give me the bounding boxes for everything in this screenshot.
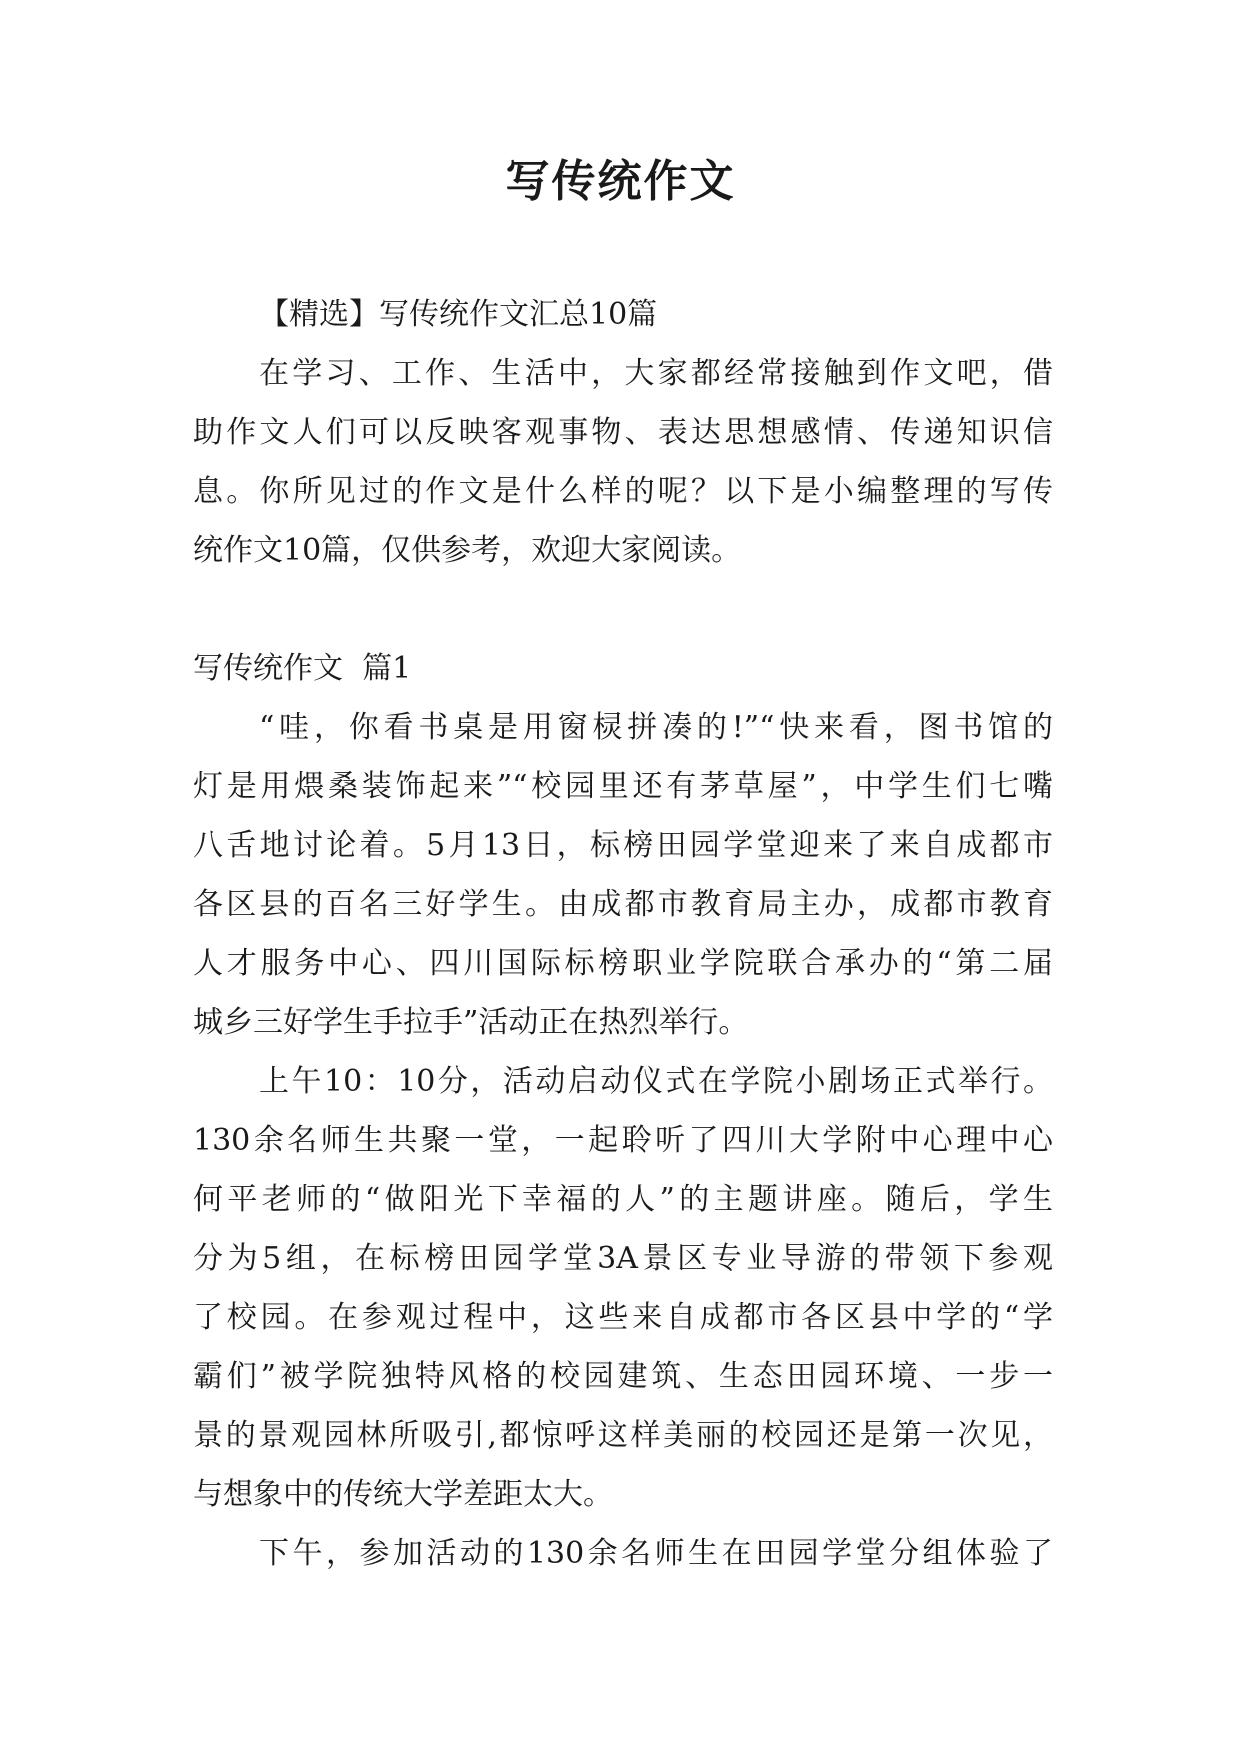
section-gap xyxy=(193,580,1053,639)
text-line: 息。你所见过的作文是什么样的呢？以下是小编整理的写传 xyxy=(193,474,1053,509)
text-line: 城乡三好学生手拉手”活动正在热烈举行。 xyxy=(193,1005,749,1040)
text-line: 130余名师生共聚一堂，一起聆听了四川大学附中心理中心 xyxy=(193,1123,1053,1158)
section-heading: 写传统作文 篇1 xyxy=(193,651,412,686)
text-line: 上午10：10分，活动启动仪式在学院小剧场正式举行。 xyxy=(259,1064,1053,1099)
document-title: 写传统作文 xyxy=(505,156,736,207)
text-line: “哇，你看书桌是用窗棂拼凑的!”“快来看，图书馆的 xyxy=(259,710,1053,745)
text-line: 统作文10篇，仅供参考，欢迎大家阅读。 xyxy=(193,533,742,568)
text-line: 分为5组，在标榜田园学堂3A景区专业导游的带领下参观 xyxy=(193,1241,1053,1276)
text-line: 人才服务中心、四川国际标榜职业学院联合承办的“第二届 xyxy=(193,946,1053,981)
paragraph-3 xyxy=(193,1524,1053,1583)
paragraph-2 xyxy=(193,1052,1053,1524)
text-line: 助作文人们可以反映客观事物、表达思想感情、传递知识信 xyxy=(193,415,1053,450)
text-line: 霸们”被学院独特风格的校园建筑、生态田园环境、一步一 xyxy=(193,1359,1053,1394)
text-line: 下午，参加活动的130余名师生在田园学堂分组体验了 xyxy=(259,1536,1053,1571)
text-line: 在学习、工作、生活中，大家都经常接触到作文吧，借 xyxy=(259,356,1053,391)
paragraph-1 xyxy=(193,698,1053,1052)
text-line: 八舌地讨论着。5月13日，标榜田园学堂迎来了来自成都市 xyxy=(193,828,1053,863)
text-line: 景的景观园林所吸引,都惊呼这样美丽的校园还是第一次见， xyxy=(193,1418,1053,1453)
text-line: 灯是用煨桑装饰起来”“校园里还有茅草屋”，中学生们七嘴 xyxy=(193,769,1053,804)
intro-paragraph xyxy=(193,344,1053,580)
text-line: 了校园。在参观过程中，这些来自成都市各区县中学的“学 xyxy=(193,1300,1053,1335)
text-line: 各区县的百名三好学生。由成都市教育局主办，成都市教育 xyxy=(193,887,1053,922)
text-line: 与想象中的传统大学差距太大。 xyxy=(193,1477,613,1512)
subtitle: 【精选】写传统作文汇总10篇 xyxy=(259,297,658,332)
text-line: 何平老师的“做阳光下幸福的人”的主题讲座。随后，学生 xyxy=(193,1182,1053,1217)
document-body xyxy=(193,285,1053,1583)
